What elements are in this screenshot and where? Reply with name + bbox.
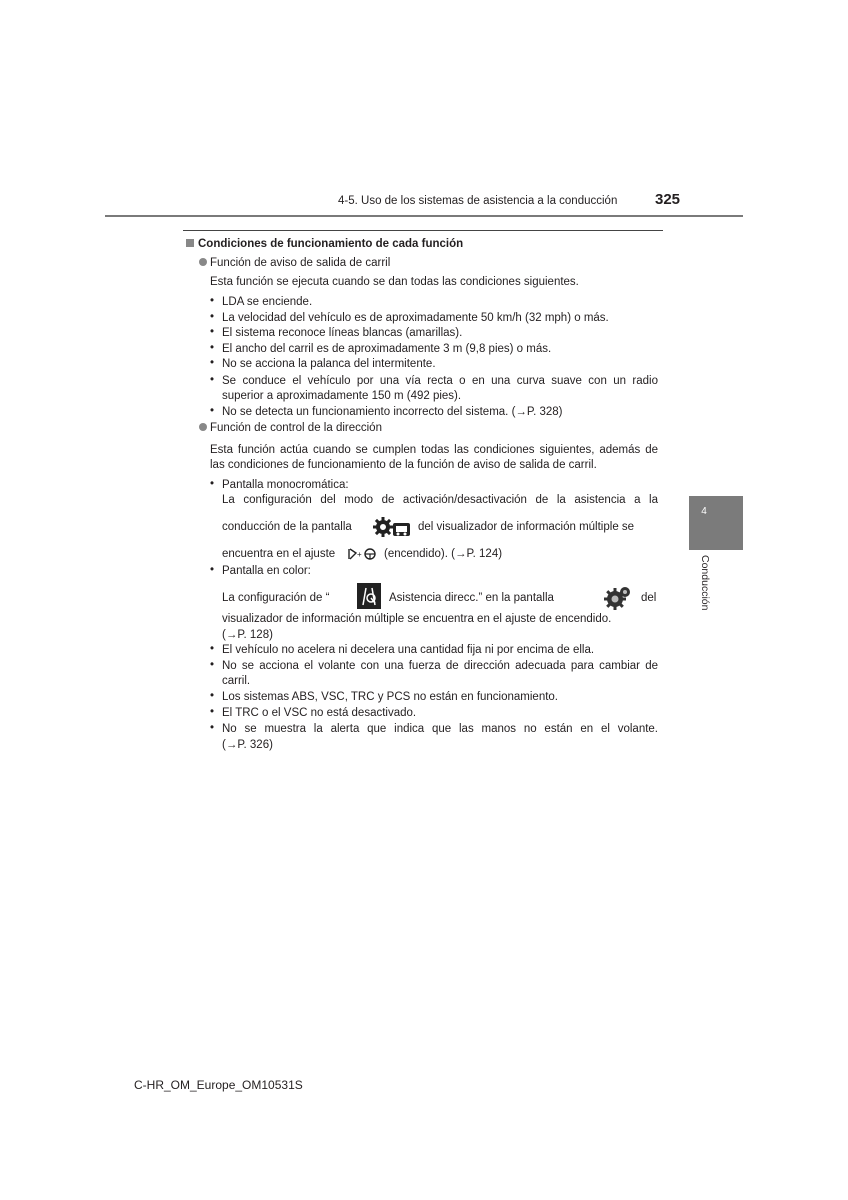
page-number: 325: [655, 191, 681, 208]
driving-assist-icon: [357, 583, 381, 614]
lda-item-4: El ancho del carril es de aproximadamente 3 m (9,8 pies) o más.: [222, 343, 552, 355]
header-divider: [105, 215, 743, 217]
mono-line-3a: encuentra en el ajuste: [222, 548, 336, 560]
square-bullet-icon: [186, 239, 194, 247]
bullet-dot: •: [210, 374, 215, 386]
bullet-dot: •: [210, 295, 215, 307]
lda-item-2: La velocidad del vehículo es de aproximadamente 50 km/h (32 mph) o más.: [222, 312, 609, 324]
section-title: Condiciones de funcionamiento de cada función: [198, 238, 464, 250]
bullet-dot: •: [210, 659, 215, 671]
bullet-dot: •: [210, 643, 215, 655]
steer-item-2: No se acciona el volante con una fuerza de dirección adecuada para cambiar de: [222, 660, 658, 672]
steer-heading: [199, 421, 382, 437]
bullet-dot: •: [210, 690, 215, 702]
lda-item-1: LDA se enciende.: [222, 296, 313, 308]
bullet-dot: •: [210, 706, 215, 718]
mono-line-1: La configuración del modo de activación/desactivación de la asistencia a la: [222, 494, 658, 506]
color-label: Pantalla en color:: [222, 565, 311, 577]
settings-display-icon: [373, 516, 411, 545]
chapter-label: [689, 555, 719, 625]
mono-line-3b: (encendido). (→P. 124): [384, 548, 503, 560]
section-divider: [183, 230, 663, 231]
chapter-number: 4: [701, 506, 707, 517]
steer-heading-text: Función de control de la dirección: [210, 422, 382, 434]
lda-item-5: No se acciona la palanca del intermitente.: [222, 358, 436, 370]
steer-intro-1: Esta función actúa cuando se cumplen todas las condiciones siguientes, además de: [210, 444, 658, 456]
lda-item-3: El sistema reconoce líneas blancas (amarillas).: [222, 327, 463, 339]
color-line-2: visualizador de información múltiple se encuentra en el ajuste de encendido.: [222, 613, 612, 625]
lane-assist-on-icon: [348, 547, 378, 566]
bullet-dot: •: [210, 478, 215, 490]
bullet-dot: •: [210, 357, 215, 369]
lda-intro: Esta función se ejecuta cuando se dan todas las condiciones siguientes.: [210, 276, 579, 288]
section-heading: [186, 237, 463, 253]
bullet-dot: •: [210, 564, 215, 576]
lda-heading-text: Función de aviso de salida de carril: [210, 257, 391, 269]
color-line-1a: La configuración de “: [222, 592, 330, 604]
steer-item-5: No se muestra la alerta que indica que las manos no están en el volante.: [222, 723, 658, 735]
lda-item-6-cont: superior a aproximadamente 150 m (492 pies).: [222, 390, 462, 402]
footer-code: C-HR_OM_Europe_OM10531S: [134, 1078, 303, 1092]
mono-line-2a: conducción de la pantalla: [222, 521, 352, 533]
header-title: 4-5. Uso de los sistemas de asistencia a la conducción: [338, 195, 618, 207]
bullet-dot: •: [210, 311, 215, 323]
lda-item-7: No se detecta un funcionamiento incorrecto del sistema. (→P. 328): [222, 406, 563, 418]
steer-item-4: El TRC o el VSC no está desactivado.: [222, 707, 417, 719]
steer-intro-2: las condiciones de funcionamiento de la función de aviso de salida de carril.: [210, 459, 597, 471]
steer-item-3: Los sistemas ABS, VSC, TRC y PCS no están en funcionamiento.: [222, 691, 559, 703]
bullet-dot: •: [210, 342, 215, 354]
bullet-dot: •: [210, 722, 215, 734]
bullet-dot: •: [210, 326, 215, 338]
steer-item-5-cont: (→P. 326): [222, 739, 273, 751]
lda-heading: [199, 256, 390, 272]
steer-item-1: El vehículo no acelera ni decelera una cantidad fija ni por encima de ella.: [222, 644, 595, 656]
mono-label: Pantalla monocromática:: [222, 479, 349, 491]
mono-line-2b: del visualizador de información múltiple se: [418, 521, 635, 533]
chapter-tab: [689, 496, 743, 550]
lda-item-6: Se conduce el vehículo por una vía recta o en una curva suave con un radio: [222, 375, 658, 387]
bullet-dot: •: [210, 405, 215, 417]
chapter-label-text: Conducción: [699, 555, 711, 611]
circle-bullet-icon: [199, 423, 207, 431]
steer-item-2-cont: carril.: [222, 675, 251, 687]
color-line-1b: Asistencia direcc.” en la pantalla: [389, 592, 554, 604]
circle-bullet-icon: [199, 258, 207, 266]
color-line-3: (→P. 128): [222, 629, 273, 641]
color-line-1c: del: [641, 592, 657, 604]
svg-text:+: +: [357, 550, 362, 559]
